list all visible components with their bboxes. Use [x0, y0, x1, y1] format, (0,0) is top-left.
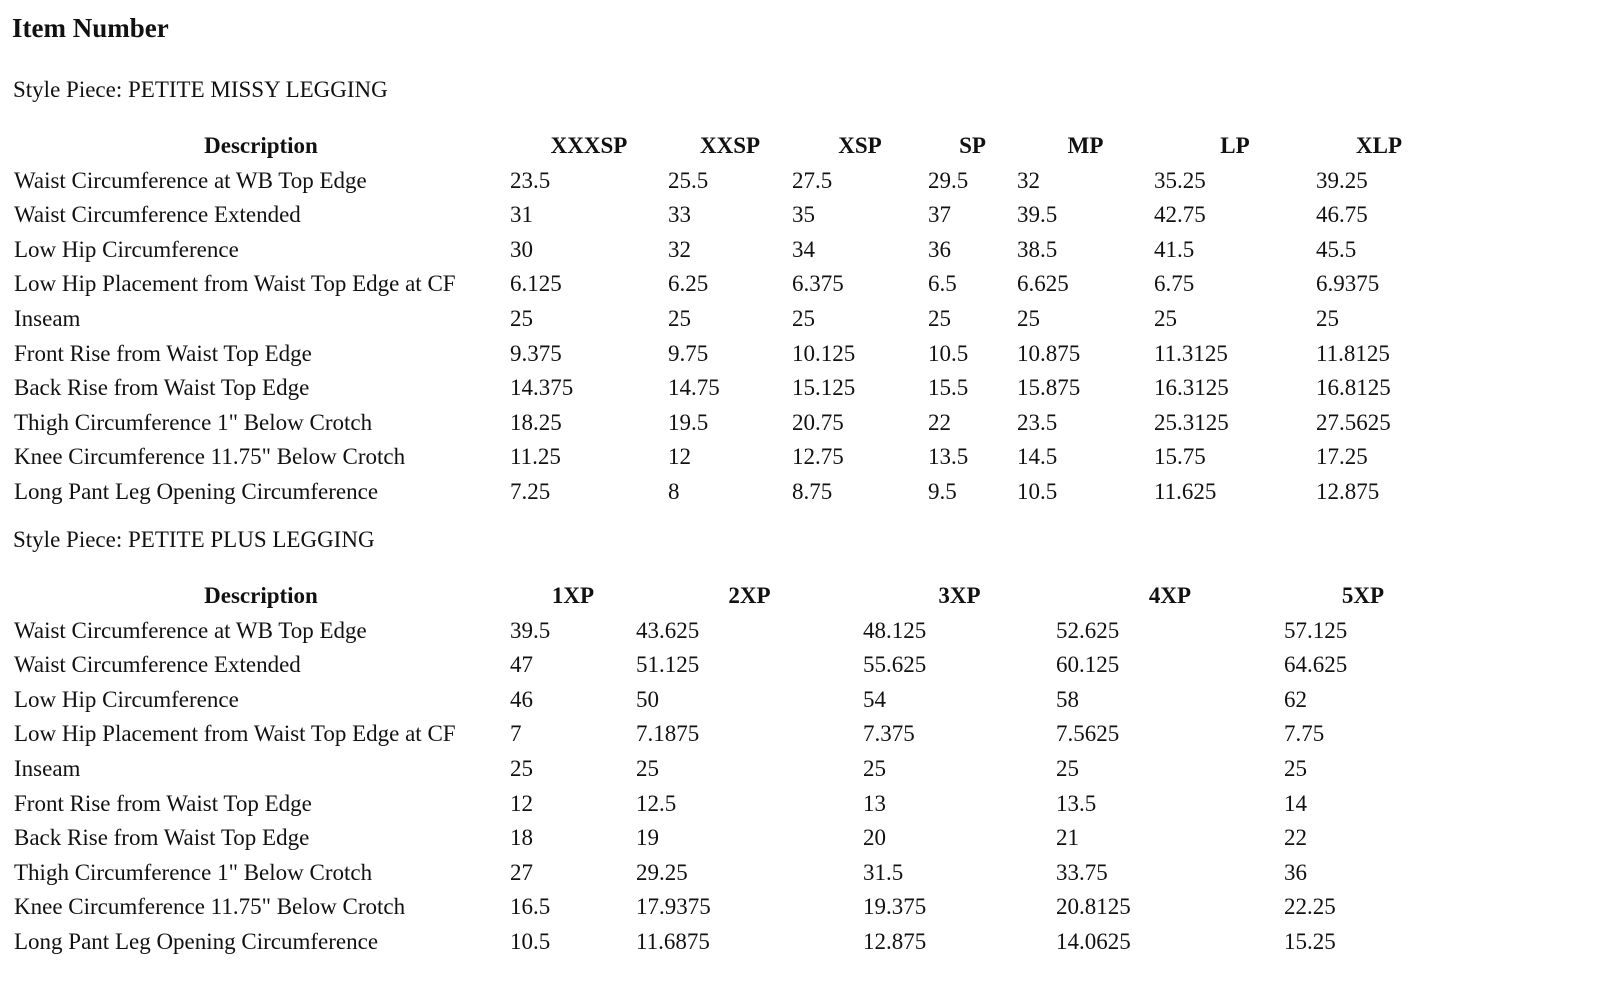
- table-row: [12, 406, 1442, 441]
- measurement-value: 19.5: [668, 409, 709, 435]
- table-body: [12, 614, 1442, 960]
- table-row: [12, 440, 1442, 475]
- size-spec-table-plus: [12, 579, 1442, 960]
- size-spec-table-missy: [12, 129, 1442, 510]
- measurement-value: 16.3125: [1154, 375, 1229, 401]
- measurement-value: 6.25: [668, 271, 709, 297]
- measurement-value: 6.9375: [1316, 271, 1380, 297]
- measurement-value: 12.5: [636, 790, 677, 816]
- measurement-value: 12.875: [863, 928, 927, 954]
- measurement-value: 34: [792, 236, 815, 262]
- measurement-value: 9.75: [668, 340, 709, 366]
- measurement-description: Thigh Circumference 1" Below Crotch: [14, 409, 373, 435]
- measurement-value: 45.5: [1316, 236, 1357, 262]
- measurement-value: 29.25: [636, 859, 688, 885]
- measurement-value: 11.8125: [1316, 340, 1390, 366]
- measurement-value: 22: [1284, 825, 1307, 851]
- measurement-value: 52.625: [1056, 617, 1120, 643]
- measurement-description: Waist Circumference Extended: [14, 652, 301, 678]
- table-row: [12, 164, 1442, 199]
- measurement-description: Back Rise from Waist Top Edge: [14, 825, 310, 851]
- measurement-value: 10.5: [928, 340, 969, 366]
- column-header-size: XSP: [838, 133, 882, 158]
- header-row: [12, 579, 1442, 614]
- measurement-value: 7.75: [1284, 721, 1325, 747]
- column-header-size: LP: [1220, 133, 1250, 158]
- measurement-value: 42.75: [1154, 202, 1206, 228]
- measurement-value: 25: [863, 755, 886, 781]
- measurement-value: 6.75: [1154, 271, 1195, 297]
- column-header-size: 1XP: [551, 583, 595, 608]
- measurement-value: 32: [668, 236, 691, 262]
- measurement-value: 25: [792, 305, 815, 331]
- measurement-value: 30: [510, 236, 533, 262]
- measurement-value: 27.5625: [1316, 409, 1391, 435]
- measurement-description: Long Pant Leg Opening Circumference: [14, 478, 379, 504]
- measurement-value: 19.375: [863, 894, 927, 920]
- measurement-value: 12.875: [1316, 478, 1380, 504]
- measurement-value: 35: [792, 202, 815, 228]
- table-row: [12, 337, 1442, 372]
- measurement-value: 46: [510, 686, 533, 712]
- measurement-value: 48.125: [863, 617, 927, 643]
- measurement-value: 23.5: [510, 167, 551, 193]
- table-row: [12, 821, 1442, 856]
- measurement-value: 8: [668, 478, 680, 504]
- measurement-value: 15.875: [1017, 375, 1081, 401]
- measurement-description: Waist Circumference Extended: [14, 202, 301, 228]
- measurement-value: 9.5: [928, 478, 957, 504]
- measurement-value: 6.625: [1017, 271, 1069, 297]
- header-row: [12, 129, 1442, 164]
- measurement-value: 38.5: [1017, 236, 1058, 262]
- column-header-size: 5XP: [1341, 583, 1385, 608]
- measurement-value: 27.5: [792, 167, 833, 193]
- column-header-size: 4XP: [1148, 583, 1192, 608]
- measurement-value: 32: [1017, 167, 1040, 193]
- measurement-description: Thigh Circumference 1" Below Crotch: [14, 859, 373, 885]
- measurement-description: Knee Circumference 11.75" Below Crotch: [14, 444, 406, 470]
- column-header-size: XXXSP: [550, 133, 628, 158]
- column-header-description: Description: [204, 583, 318, 608]
- measurement-value: 60.125: [1056, 652, 1120, 678]
- measurement-value: 22: [928, 409, 951, 435]
- measurement-value: 35.25: [1154, 167, 1206, 193]
- measurement-value: 25: [510, 755, 533, 781]
- measurement-description: Knee Circumference 11.75" Below Crotch: [14, 894, 406, 920]
- measurement-value: 15.5: [928, 375, 969, 401]
- measurement-value: 25: [510, 305, 533, 331]
- measurement-value: 14.75: [668, 375, 720, 401]
- measurement-value: 39.25: [1316, 167, 1368, 193]
- measurement-value: 25: [1017, 305, 1040, 331]
- measurement-description: Long Pant Leg Opening Circumference: [14, 928, 379, 954]
- table-row: [12, 302, 1442, 337]
- measurement-value: 20: [863, 825, 886, 851]
- measurement-value: 62: [1284, 686, 1307, 712]
- measurement-value: 36: [1284, 859, 1307, 885]
- measurement-value: 64.625: [1284, 652, 1348, 678]
- measurement-description: Low Hip Placement from Waist Top Edge at CF: [14, 271, 456, 297]
- measurement-value: 11.25: [510, 444, 561, 470]
- measurement-value: 17.9375: [636, 894, 711, 920]
- measurement-value: 46.75: [1316, 202, 1368, 228]
- measurement-value: 25: [928, 305, 951, 331]
- table-header: [12, 129, 1442, 164]
- measurement-value: 8.75: [792, 478, 833, 504]
- table-row: [12, 614, 1442, 649]
- table-row: [12, 475, 1442, 510]
- measurement-value: 11.3125: [1154, 340, 1228, 366]
- measurement-value: 14.375: [510, 375, 574, 401]
- measurement-description: Inseam: [14, 305, 81, 331]
- table-row: [12, 267, 1442, 302]
- measurement-value: 41.5: [1154, 236, 1195, 262]
- measurement-value: 13.5: [1056, 790, 1097, 816]
- measurement-value: 10.875: [1017, 340, 1081, 366]
- table-row: [12, 233, 1442, 268]
- table-row: [12, 198, 1442, 233]
- column-header-size: 3XP: [938, 583, 981, 608]
- measurement-value: 9.375: [510, 340, 562, 366]
- measurement-value: 47: [510, 652, 533, 678]
- measurement-value: 20.8125: [1056, 894, 1131, 920]
- measurement-value: 50: [636, 686, 659, 712]
- measurement-description: Low Hip Placement from Waist Top Edge at CF: [14, 721, 456, 747]
- style-piece-label-missy: Style Piece: PETITE MISSY LEGGING: [13, 77, 388, 102]
- measurement-value: 6.125: [510, 271, 562, 297]
- measurement-value: 12: [668, 444, 691, 470]
- measurement-value: 10.125: [792, 340, 856, 366]
- measurement-description: Low Hip Circumference: [14, 236, 239, 262]
- measurement-value: 18: [510, 825, 533, 851]
- measurement-value: 43.625: [636, 617, 700, 643]
- measurement-value: 36: [928, 236, 951, 262]
- measurement-value: 11.625: [1154, 478, 1217, 504]
- table-row: [12, 752, 1442, 787]
- measurement-value: 55.625: [863, 652, 927, 678]
- measurement-value: 25: [1316, 305, 1339, 331]
- column-header-description: Description: [204, 133, 318, 158]
- measurement-value: 20.75: [792, 409, 844, 435]
- column-header-size: XLP: [1356, 133, 1402, 158]
- measurement-value: 14.0625: [1056, 928, 1131, 954]
- measurement-value: 19: [636, 825, 659, 851]
- measurement-value: 15.125: [792, 375, 856, 401]
- measurement-description: Inseam: [14, 755, 81, 781]
- measurement-value: 11.6875: [636, 928, 710, 954]
- measurement-value: 21: [1056, 825, 1079, 851]
- measurement-value: 25.5: [668, 167, 709, 193]
- measurement-value: 58: [1056, 686, 1079, 712]
- measurement-value: 15.25: [1284, 928, 1336, 954]
- measurement-value: 14: [1284, 790, 1307, 816]
- measurement-value: 37: [928, 202, 951, 228]
- measurement-value: 6.5: [928, 271, 957, 297]
- measurement-value: 29.5: [928, 167, 969, 193]
- measurement-value: 16.8125: [1316, 375, 1391, 401]
- column-header-size: SP: [959, 133, 986, 158]
- measurement-value: 25: [668, 305, 691, 331]
- measurement-value: 25.3125: [1154, 409, 1229, 435]
- table-row: [12, 890, 1442, 925]
- measurement-value: 25: [636, 755, 659, 781]
- measurement-value: 18.25: [510, 409, 562, 435]
- measurement-value: 10.5: [510, 928, 551, 954]
- measurement-description: Waist Circumference at WB Top Edge: [14, 617, 367, 643]
- table-body: [12, 164, 1442, 510]
- measurement-value: 7: [510, 721, 522, 747]
- table-row: [12, 925, 1442, 960]
- measurement-value: 15.75: [1154, 444, 1206, 470]
- column-header-size: XXSP: [699, 133, 761, 158]
- measurement-description: Back Rise from Waist Top Edge: [14, 375, 310, 401]
- measurement-value: 7.5625: [1056, 721, 1120, 747]
- column-header-size: 2XP: [728, 583, 771, 608]
- measurement-value: 27: [510, 859, 533, 885]
- measurement-value: 16.5: [510, 894, 551, 920]
- measurement-value: 12.75: [792, 444, 844, 470]
- measurement-value: 51.125: [636, 652, 700, 678]
- measurement-value: 17.25: [1316, 444, 1368, 470]
- column-header-size: MP: [1067, 133, 1104, 158]
- measurement-value: 7.25: [510, 478, 551, 504]
- style-piece-label-plus: Style Piece: PETITE PLUS LEGGING: [13, 527, 375, 552]
- table-row: [12, 371, 1442, 406]
- measurement-description: Waist Circumference at WB Top Edge: [14, 167, 367, 193]
- page-title: Item Number: [12, 13, 169, 43]
- table-row: [12, 856, 1442, 891]
- measurement-value: 14.5: [1017, 444, 1058, 470]
- measurement-value: 22.25: [1284, 894, 1336, 920]
- measurement-value: 54: [863, 686, 886, 712]
- measurement-value: 7.1875: [636, 721, 700, 747]
- measurement-value: 57.125: [1284, 617, 1348, 643]
- table-header: [12, 579, 1442, 614]
- measurement-value: 39.5: [510, 617, 551, 643]
- table-row: [12, 787, 1442, 822]
- measurement-value: 13: [863, 790, 886, 816]
- measurement-value: 12: [510, 790, 533, 816]
- measurement-value: 25: [1154, 305, 1177, 331]
- measurement-description: Front Rise from Waist Top Edge: [14, 340, 312, 366]
- measurement-value: 33.75: [1056, 859, 1108, 885]
- measurement-value: 7.375: [863, 721, 915, 747]
- measurement-value: 33: [668, 202, 691, 228]
- measurement-value: 39.5: [1017, 202, 1058, 228]
- measurement-value: 6.375: [792, 271, 844, 297]
- measurement-value: 23.5: [1017, 409, 1058, 435]
- measurement-value: 10.5: [1017, 478, 1058, 504]
- measurement-value: 31.5: [863, 859, 904, 885]
- measurement-value: 31: [510, 202, 533, 228]
- measurement-value: 25: [1284, 755, 1307, 781]
- table-row: [12, 683, 1442, 718]
- measurement-description: Front Rise from Waist Top Edge: [14, 790, 312, 816]
- measurement-value: 13.5: [928, 444, 969, 470]
- table-row: [12, 717, 1442, 752]
- measurement-value: 25: [1056, 755, 1079, 781]
- measurement-description: Low Hip Circumference: [14, 686, 239, 712]
- table-row: [12, 648, 1442, 683]
